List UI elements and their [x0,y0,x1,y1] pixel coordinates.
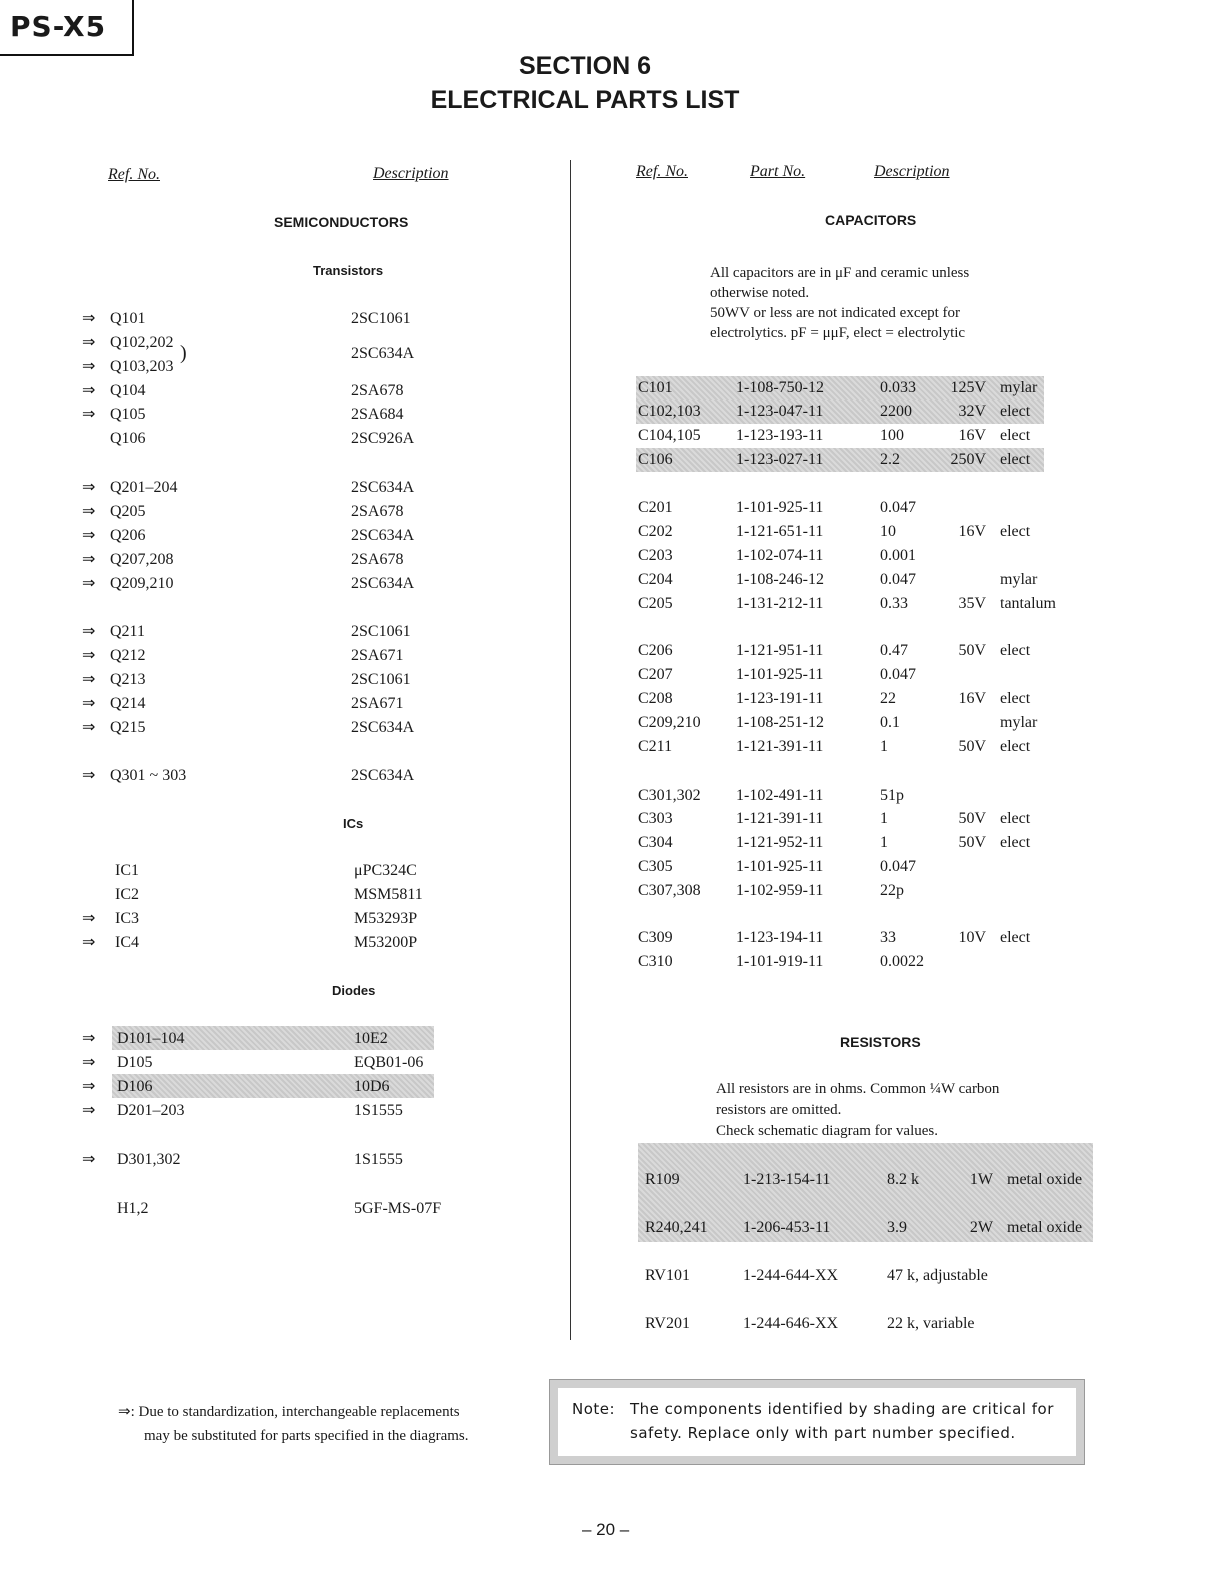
description: 10D6 [354,1078,390,1095]
table-row [0,593,1224,615]
voltage: 16V [958,427,986,444]
type: tantalum [1000,595,1056,612]
table-row [0,377,1224,399]
ref-no: D106 [117,1078,153,1095]
page-title: ELECTRICAL PARTS LIST [430,86,740,114]
part-no: 1-213-154-11 [743,1171,831,1188]
value: 0.047 [880,858,916,875]
arrow-icon: ⇒ [82,767,96,784]
arrow-icon: ⇒ [82,671,96,688]
type: elect [1000,690,1031,707]
value: 0.033 [880,379,916,396]
part-no: 1-121-391-11 [736,810,824,827]
part-no: 1-121-952-11 [736,834,824,851]
ref-no: Q207,208 [110,551,174,568]
ref-no: IC2 [115,886,139,903]
arrow-icon: ⇒ [82,575,96,592]
description: 1S1555 [354,1102,403,1119]
capacitor-note [710,263,969,343]
part-no: 1-244-646-XX [743,1315,839,1332]
type: mylar [1000,571,1038,588]
arrow-icon: ⇒ [82,1054,96,1071]
voltage: 50V [958,642,986,659]
table-row [0,308,560,330]
part-no: 1-108-251-12 [736,714,824,731]
type: elect [1000,451,1031,468]
type: elect [1000,403,1031,420]
value: 100 [880,427,904,444]
part-no: 1-131-212-11 [736,595,824,612]
value: 47 k, adjustable [887,1267,988,1284]
ref-no: D301,302 [117,1151,181,1168]
description: 2SC1061 [351,671,411,688]
table-row [0,1169,1224,1191]
left-header-ref: Ref. No. [108,166,160,183]
note-line: otherwise noted. [710,285,810,301]
description: M53293P [354,910,418,927]
table-row [0,1100,560,1122]
footnote [118,1400,469,1448]
description: μPC324C [354,862,417,879]
ref-no: D201–203 [117,1102,185,1119]
table-row [0,712,1224,734]
arrow-icon: ⇒ [82,647,96,664]
table-row [0,345,560,378]
voltage: 16V [958,690,986,707]
table-row [0,569,1224,591]
arrow-icon: ⇒ [82,382,96,399]
ref-no: Q214 [110,695,146,712]
resistors-heading: RESISTORS [840,1034,921,1050]
ref-no: Q103,203 [110,358,174,375]
part-no: 1-123-193-11 [736,427,824,444]
arrow-icon: ⇒ [82,406,96,423]
left-header-desc: Description [373,165,449,182]
type: elect [1000,427,1031,444]
ref-no: C202 [638,523,673,540]
arrow-icon: ⇒ [82,1030,96,1047]
note-line: safety. Replace only with part number specified. [630,1424,1016,1442]
value: 3.9 [887,1219,907,1236]
part-no: 1-123-191-11 [736,690,824,707]
note-line: resistors are omitted. [716,1102,842,1118]
ref-no: C207 [638,666,673,683]
right-header-desc: Description [874,163,950,180]
ref-no: IC3 [115,910,139,927]
part-no: 1-121-651-11 [736,523,824,540]
part-no: 1-101-925-11 [736,499,824,516]
ref-no: Q211 [110,623,145,640]
voltage: 50V [958,810,986,827]
ref-no: Q101 [110,310,146,327]
arrow-icon: ⇒ [82,527,96,544]
ref-no: C209,210 [638,714,701,731]
table-row [0,477,560,499]
table-row [0,927,1224,949]
part-no: 1-244-644-XX [743,1267,839,1284]
type: elect [1000,738,1031,755]
value: 2.2 [880,451,900,468]
ref-no: C310 [638,953,673,970]
resistor-note [716,1079,999,1142]
description: 2SA678 [351,503,404,520]
description: 2SC1061 [351,623,411,640]
table-row [0,880,1224,902]
footnote-line: ⇒: Due to standardization, interchangeable replacements [118,1404,460,1420]
part-no: 1-123-194-11 [736,929,824,946]
ref-no: Q201–204 [110,479,178,496]
table-row [0,449,1224,471]
ref-no: H1,2 [117,1200,149,1217]
voltage: 1W [969,1171,993,1188]
value: 51p [880,787,904,804]
ref-no: C101 [638,379,673,396]
value: 1 [880,834,888,851]
table-row [0,401,1224,423]
voltage: 2W [969,1219,993,1236]
ics-heading: ICs [343,816,364,831]
table-row [0,856,1224,878]
ref-no: IC4 [115,934,139,951]
table-row [0,545,1224,567]
ref-no: RV101 [645,1267,690,1284]
table-row [0,736,1224,758]
note-line: electrolytics. pF = μμF, elect = electrolytic [710,325,966,341]
voltage: 50V [958,834,986,851]
table-row [0,425,1224,447]
type: metal oxide [1007,1219,1083,1236]
description: 2SC926A [351,430,415,447]
table-row [0,497,1224,519]
ref-no: RV201 [645,1315,690,1332]
ref-no: R109 [645,1171,680,1188]
voltage: 16V [958,523,986,540]
arrow-icon: ⇒ [82,334,96,351]
ref-no: Q206 [110,527,146,544]
ref-no: Q205 [110,503,146,520]
note-line: 50WV or less are not indicated except for [710,305,961,321]
part-no: 1-102-491-11 [736,787,824,804]
ref-no: Q209,210 [110,575,174,592]
arrow-icon: ⇒ [82,310,96,327]
type: elect [1000,929,1031,946]
arrow-icon: ⇒ [82,719,96,736]
description: 2SC634A [351,719,415,736]
value: 2200 [880,403,912,420]
ref-no: Q215 [110,719,146,736]
table-row [0,1149,560,1171]
part-no: 1-206-453-11 [743,1219,831,1236]
value: 0.1 [880,714,900,731]
safety-note-box [550,1380,1084,1464]
ref-no: C106 [638,451,673,468]
ref-no: C305 [638,858,673,875]
ref-no: Q213 [110,671,146,688]
ref-no: Q102,202 [110,334,174,351]
ref-no: C307,308 [638,882,701,899]
arrow-icon: ⇒ [82,551,96,568]
description: 2SC634A [351,479,415,496]
ref-no: D105 [117,1054,153,1071]
transistors-heading: Transistors [313,263,384,278]
page-number: – 20 – [582,1520,630,1539]
part-no: 1-123-027-11 [736,451,824,468]
section-number: SECTION 6 [519,52,651,80]
capacitors-heading: CAPACITORS [825,212,917,228]
description: EQB01-06 [354,1054,424,1071]
model-label: PS-X5 [0,0,134,56]
voltage: 50V [958,738,986,755]
description: 5GF-MS-07F [354,1200,442,1217]
footnote-line: may be substituted for parts specified in the diagrams. [144,1428,469,1444]
part-no: 1-101-925-11 [736,666,824,683]
value: 0.047 [880,666,916,683]
ref-no: C205 [638,595,673,612]
ref-no: C203 [638,547,673,564]
note-line: All capacitors are in μF and ceramic unless [710,265,970,281]
value: 0.001 [880,547,916,564]
table-row [0,1052,560,1074]
value: 1 [880,738,888,755]
ref-no: C204 [638,571,673,588]
description: 1S1555 [354,1151,403,1168]
voltage: 35V [958,595,986,612]
value: 0.047 [880,571,916,588]
note-line: All resistors are in ohms. Common ¼W carbon [716,1081,1000,1097]
arrow-icon: ⇒ [82,934,96,951]
type: metal oxide [1007,1171,1083,1188]
type: mylar [1000,714,1038,731]
value: 0.0022 [880,953,924,970]
description: 2SA671 [351,647,404,664]
ref-no: Q301 ~ 303 [110,767,187,784]
ref-no: Q104 [110,382,146,399]
value: 0.047 [880,499,916,516]
value: 8.2 k [887,1171,919,1188]
table-row [0,765,560,787]
value: 1 [880,810,888,827]
description: 2SA671 [351,695,404,712]
description: 2SA678 [351,551,404,568]
table-row [0,1265,1224,1287]
arrow-icon: ⇒ [82,479,96,496]
ref-no: Q106 [110,430,146,447]
type: elect [1000,834,1031,851]
part-no: 1-108-246-12 [736,571,824,588]
ref-no: C301,302 [638,787,701,804]
arrow-icon: ⇒ [82,623,96,640]
arrow-icon: ⇒ [82,695,96,712]
diodes-heading: Diodes [332,983,376,998]
table-row [0,808,1224,830]
table-row [0,640,1224,662]
table-row [0,688,1224,710]
arrow-icon: ⇒ [82,358,96,375]
description: 2SC634A [351,575,415,592]
table-row [0,1028,560,1050]
ref-no: C102,103 [638,403,701,420]
arrow-icon: ⇒ [82,1151,96,1168]
description: 2SC634A [351,527,415,544]
voltage: 10V [958,929,986,946]
table-row [0,951,1224,973]
table-row [0,664,1224,686]
description: 2SC634A [351,767,415,784]
description: 2SA684 [351,406,404,423]
ref-no: R240,241 [645,1219,708,1236]
right-header-ref: Ref. No. [636,163,688,180]
voltage: 250V [950,451,986,468]
table-row [0,1313,1224,1335]
description: 2SC1061 [351,310,411,327]
table-row [0,1217,1224,1239]
value: 33 [880,929,896,946]
part-no: 1-101-925-11 [736,858,824,875]
ref-no: Q212 [110,647,146,664]
part-no: 1-108-750-12 [736,379,824,396]
ref-no: C304 [638,834,673,851]
voltage: 125V [950,379,986,396]
value: 0.33 [880,595,908,612]
bracket: ) [180,342,187,364]
type: elect [1000,642,1031,659]
ref-no: C201 [638,499,673,516]
part-no: 1-121-391-11 [736,738,824,755]
part-no: 1-102-959-11 [736,882,824,899]
ref-no: C104,105 [638,427,701,444]
description: MSM5811 [354,886,423,903]
table-row [0,832,1224,854]
note-label: Note: [572,1400,616,1418]
value: 22 k, variable [887,1315,975,1332]
semiconductors-heading: SEMICONDUCTORS [274,214,409,230]
note-line: Check schematic diagram for values. [716,1123,938,1139]
table-row [0,785,1224,807]
note-line: The components identified by shading are critical for [630,1400,1054,1418]
part-no: 1-121-951-11 [736,642,824,659]
ref-no: C206 [638,642,673,659]
description: 10E2 [354,1030,388,1047]
arrow-icon: ⇒ [82,910,96,927]
value: 22p [880,882,904,899]
right-header-part: Part No. [750,163,806,180]
value: 10 [880,523,896,540]
description: 2SC634A [351,345,415,362]
arrow-icon: ⇒ [82,1102,96,1119]
table-row [0,1076,560,1098]
part-no: 1-101-919-11 [736,953,824,970]
arrow-icon: ⇒ [82,1078,96,1095]
ref-no: IC1 [115,862,139,879]
type: elect [1000,523,1031,540]
description: 2SA678 [351,382,404,399]
description: M53200P [354,934,418,951]
ref-no: C211 [638,738,673,755]
value: 0.47 [880,642,908,659]
type: mylar [1000,379,1038,396]
ref-no: Q105 [110,406,146,423]
ref-no: C309 [638,929,673,946]
ref-no: D101–104 [117,1030,185,1047]
value: 22 [880,690,896,707]
type: elect [1000,810,1031,827]
table-row [0,332,560,354]
ref-no: C303 [638,810,673,827]
table-row [0,521,1224,543]
ref-no: C208 [638,690,673,707]
part-no: 1-102-074-11 [736,547,824,564]
part-no: 1-123-047-11 [736,403,824,420]
arrow-icon: ⇒ [82,503,96,520]
voltage: 32V [958,403,986,420]
